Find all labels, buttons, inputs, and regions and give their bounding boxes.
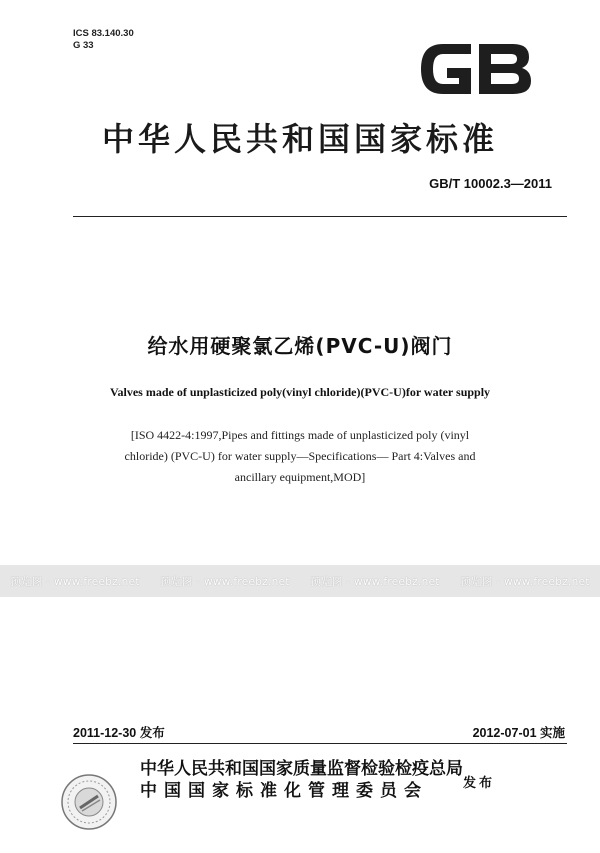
chinese-title: 给水用硬聚氯乙烯(PVC-U)阀门 xyxy=(147,334,453,358)
watermark-text: 预览图 - www.freebz.net xyxy=(10,575,140,588)
top-divider xyxy=(73,216,567,217)
issuer-sac: 中国国家标准化管理委员会 xyxy=(140,781,428,801)
standard-type-title: 中华人民共和国国家标准 xyxy=(101,120,498,158)
bottom-divider xyxy=(73,743,567,744)
classification-codes xyxy=(73,28,134,52)
watermark-text: 预览图 - www.freebz.net xyxy=(160,575,290,588)
issuing-authorities xyxy=(140,758,463,802)
watermark-banner xyxy=(0,565,600,597)
publish-label: 发布 xyxy=(463,776,496,791)
ics-code: ICS 83.140.30 xyxy=(73,28,134,39)
watermark-text: 预览图 - www.freebz.net xyxy=(460,575,590,588)
ccs-code: G 33 xyxy=(73,40,94,51)
anti-counterfeit-stamp-icon xyxy=(60,773,118,831)
watermark-text: 预览图 - www.freebz.net xyxy=(310,575,440,588)
gb-logo xyxy=(413,38,539,100)
issuer-aqsiq: 中华人民共和国国家质量监督检验检疫总局 xyxy=(140,759,463,779)
english-title: Valves made of unplasticized poly(vinyl chloride)(PVC-U)for water supply xyxy=(109,385,491,399)
standard-number: GB/T 10002.3—2011 xyxy=(429,176,552,191)
implementation-date: 2012-07-01 实施 xyxy=(472,726,565,740)
iso-reference: [ISO 4422-4:1997,Pipes and fittings made of unplasticized poly (vinyl chloride) (PVC-U) for water supply—Specifications— Part 4:Valves and ancillary equipment,MOD] xyxy=(124,428,476,484)
issue-date: 2011-12-30 发布 xyxy=(73,726,165,740)
